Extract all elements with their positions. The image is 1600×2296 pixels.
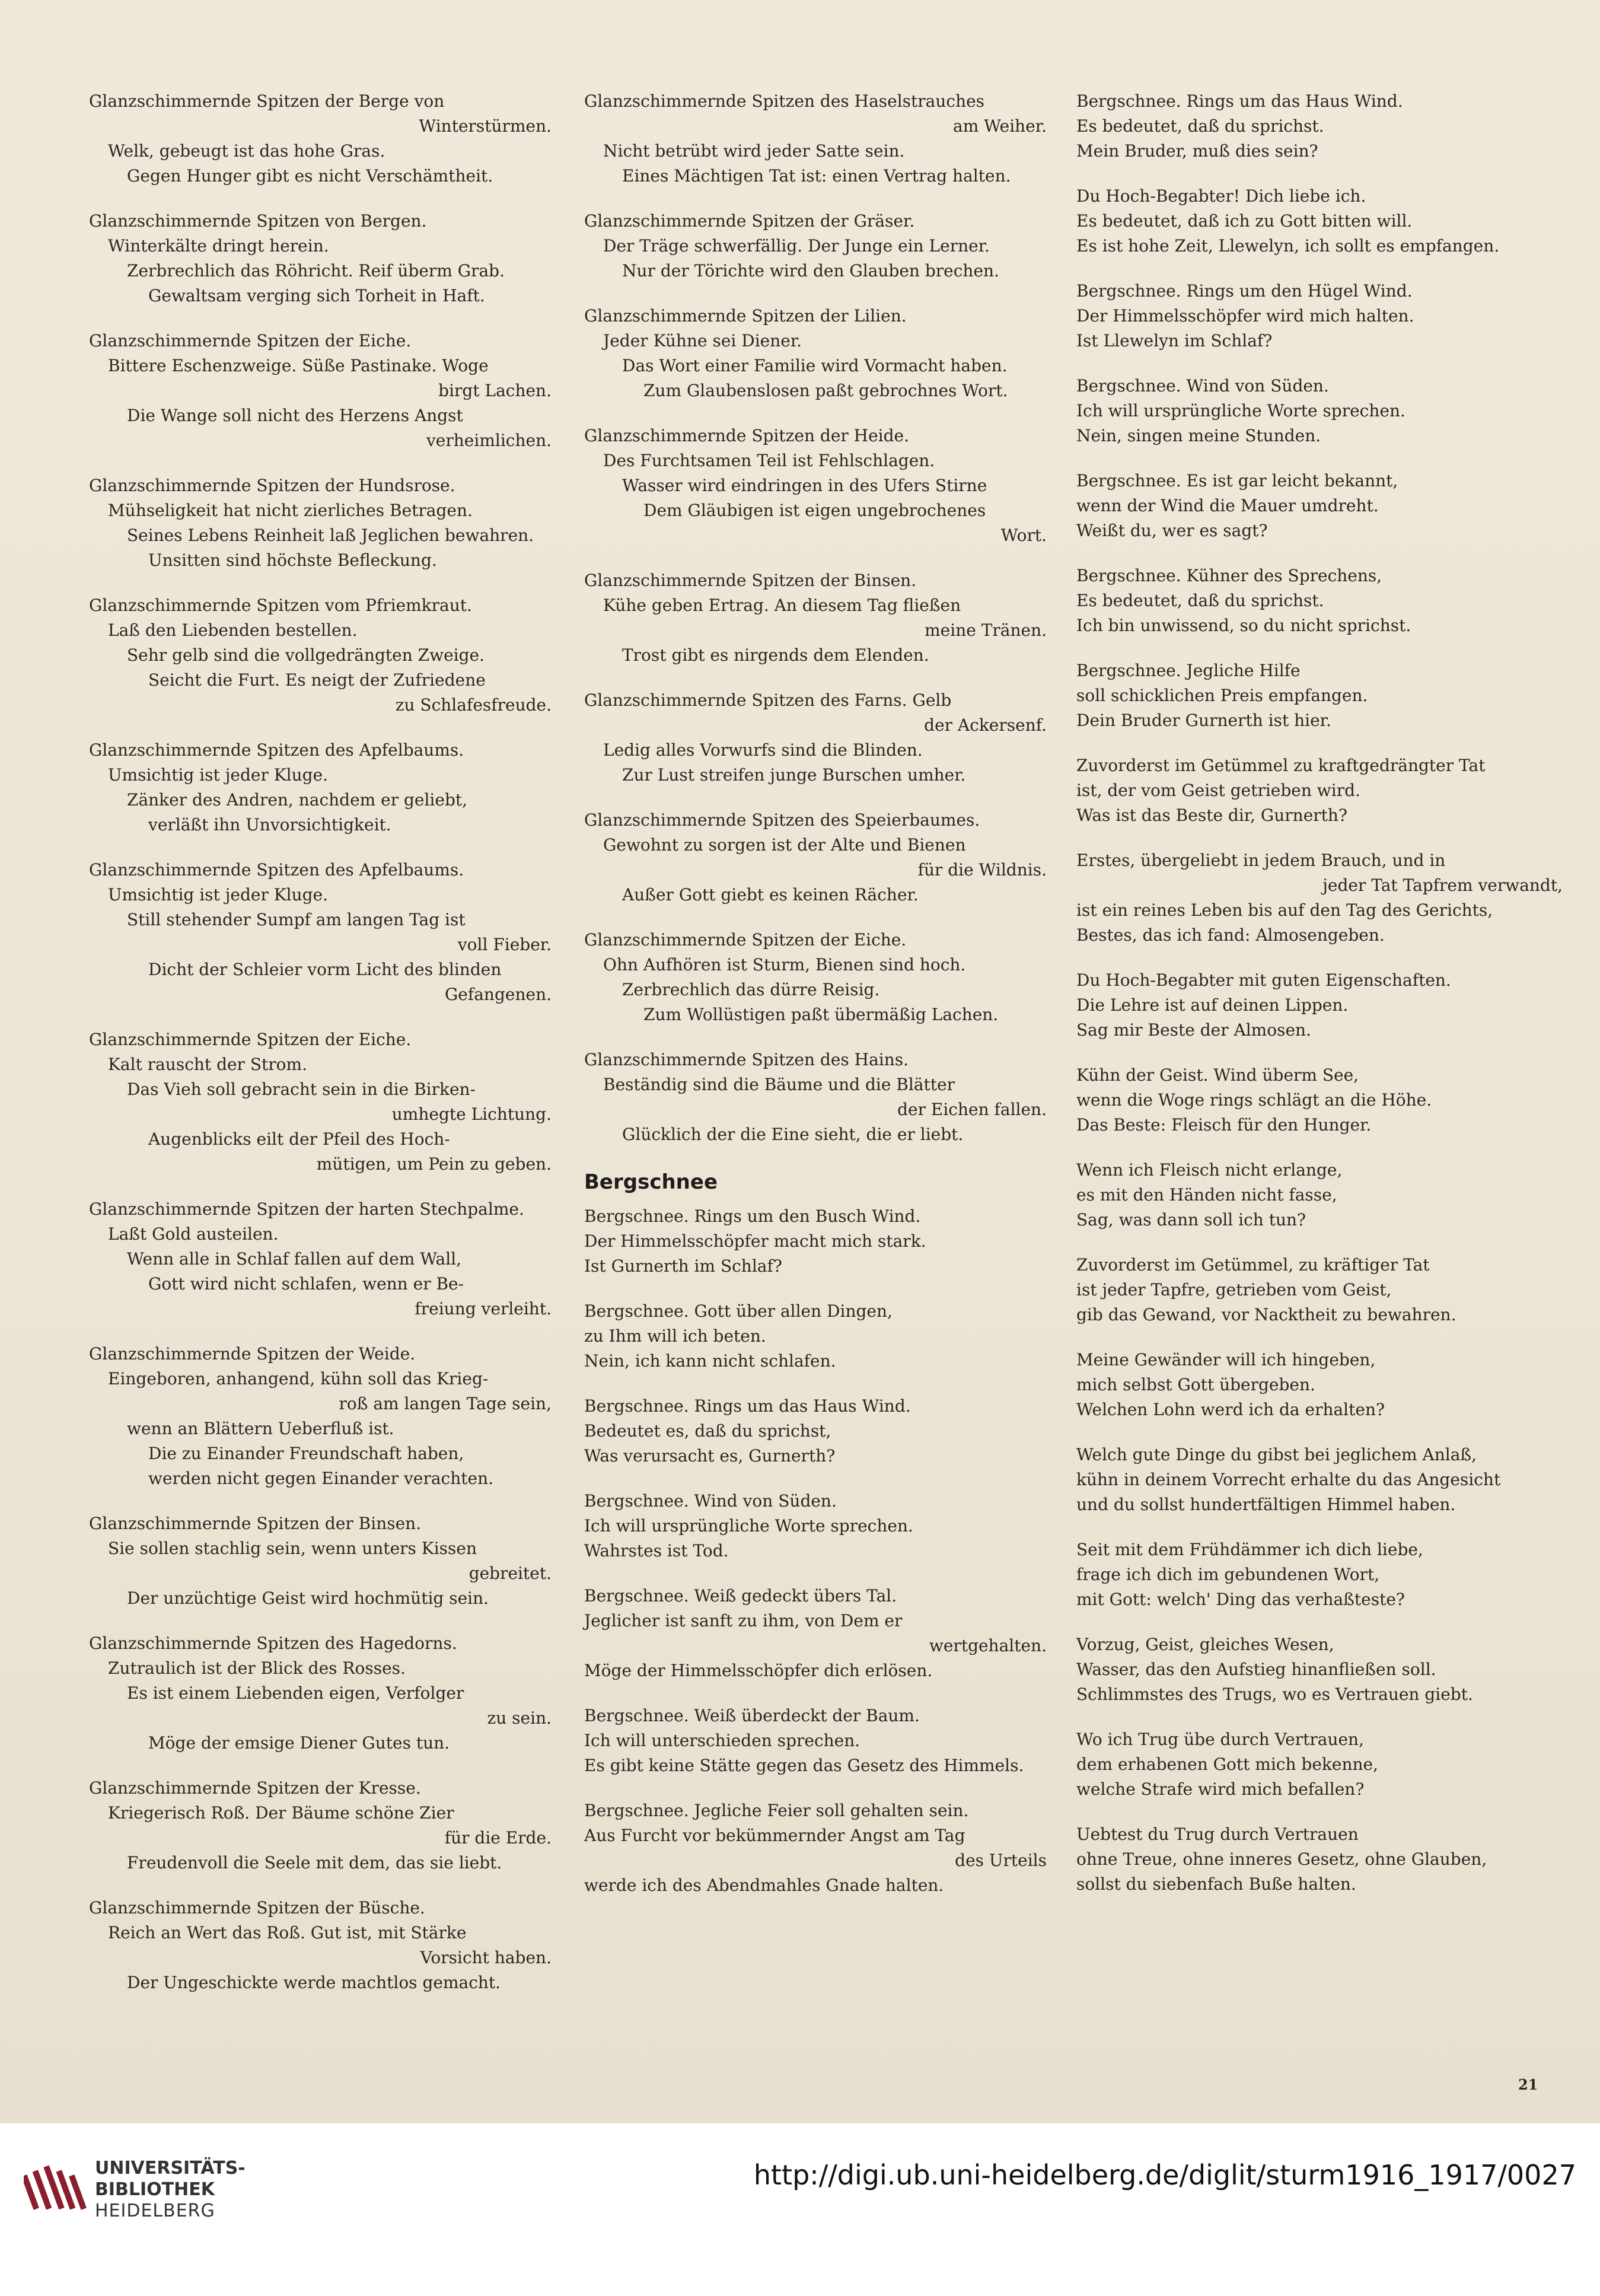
- stanza: [584, 89, 1047, 189]
- verse-line: Wasser, das den Aufstieg hinanfließen soll.: [1076, 1660, 1436, 1679]
- stanza: [584, 1299, 1047, 1374]
- verse-line: Ist Llewelyn im Schlaf?: [1076, 331, 1273, 351]
- verse-line: Trost gibt es nirgends dem Elenden.: [622, 645, 929, 665]
- verse-line: ohne Treue, ohne inneres Gesetz, ohne Glauben,: [1076, 1849, 1487, 1869]
- verse-line: dem erhabenen Gott mich bekenne,: [1076, 1754, 1378, 1774]
- verse-line: Außer Gott giebt es keinen Rächer.: [622, 885, 919, 905]
- column-middle: [584, 89, 1047, 1918]
- stanza: [584, 1584, 1047, 1683]
- verse-line: am Weiher.: [953, 116, 1047, 136]
- verse-line: Wenn alle in Schlaf fallen auf dem Wall,: [127, 1249, 462, 1269]
- verse-line: Möge der emsige Diener Gutes tun.: [148, 1733, 450, 1753]
- verse-line: welche Strafe wird mich befallen?: [1076, 1779, 1365, 1799]
- verse-line: Welch gute Dinge du gibst bei jeglichem Anlaß,: [1076, 1445, 1477, 1464]
- stanza: [584, 568, 1047, 668]
- verse-line: Du Hoch-Begabter mit guten Eigenschaften.: [1076, 970, 1451, 990]
- verse-line: Der Ungeschickte werde machtlos gemacht.: [127, 1973, 501, 1992]
- verse-line: ist ein reines Leben bis auf den Tag des Gerichts,: [1076, 900, 1493, 920]
- verse-line: Umsichtig ist jeder Kluge.: [108, 765, 329, 785]
- verse-line: zu Ihm will ich beten.: [584, 1326, 766, 1346]
- verse-line: Des Furchtsamen Teil ist Fehlschlagen.: [603, 451, 935, 470]
- verse-line: Bergschnee. Rings um das Haus Wind.: [1076, 91, 1403, 111]
- verse-line: Wenn ich Fleisch nicht erlange,: [1076, 1160, 1343, 1180]
- stanza: [584, 808, 1047, 907]
- verse-line: Der Träge schwerfällig. Der Junge ein Lerner.: [603, 236, 990, 256]
- verse-line: Gegen Hunger gibt es nicht Verschämtheit.: [127, 166, 493, 186]
- verse-line: meine Tränen.: [925, 620, 1047, 640]
- verse-line: Freudenvoll die Seele mit dem, das sie liebt.: [127, 1853, 502, 1873]
- library-logo-icon: [24, 2157, 89, 2222]
- stanza: [89, 1511, 552, 1611]
- verse-line: Seit mit dem Frühdämmer ich dich liebe,: [1076, 1540, 1423, 1559]
- verse-line: Zerbrechlich das Röhricht. Reif überm Grab.: [127, 261, 505, 281]
- verse-line: Welchen Lohn werd ich da erhalten?: [1076, 1400, 1385, 1419]
- verse-line: Nicht betrübt wird jeder Satte sein.: [603, 141, 905, 161]
- verse-line: Bestes, das ich fand: Almosengeben.: [1076, 925, 1385, 945]
- stanza: [1076, 1537, 1563, 1612]
- stanza: [1076, 1727, 1563, 1802]
- verse-line: Gott wird nicht schlafen, wenn er Be-: [148, 1274, 464, 1294]
- stanza: [584, 1798, 1047, 1898]
- stanza: [584, 928, 1047, 1027]
- verse-line: Glanzschimmernde Spitzen der Binsen.: [584, 571, 917, 590]
- stanza: [584, 1204, 1047, 1279]
- verse-line: Bergschnee. Rings um den Busch Wind.: [584, 1206, 921, 1226]
- verse-line: Welk, gebeugt ist das hohe Gras.: [108, 141, 385, 161]
- verse-line: Weißt du, wer es sagt?: [1076, 521, 1268, 540]
- verse-line: Glanzschimmernde Spitzen der Eiche.: [584, 930, 907, 950]
- stanza: [1076, 563, 1563, 638]
- section-heading: Bergschnee: [584, 1170, 718, 1194]
- verse-line: der Eichen fallen.: [897, 1100, 1047, 1119]
- library-name-line-3: HEIDELBERG: [95, 2201, 215, 2221]
- verse-line: Wo ich Trug übe durch Vertrauen,: [1076, 1730, 1364, 1749]
- verse-line: Glanzschimmernde Spitzen der Hundsrose.: [89, 476, 455, 495]
- verse-line: Glanzschimmernde Spitzen des Apfelbaums.: [89, 860, 464, 880]
- verse-line: mütigen, um Pein zu geben.: [316, 1154, 552, 1174]
- verse-line: Gewohnt zu sorgen ist der Alte und Bienen: [603, 835, 966, 855]
- verse-line: Jeder Kühne sei Diener.: [603, 331, 802, 351]
- verse-line: Glanzschimmernde Spitzen der harten Stechpalme.: [89, 1199, 524, 1219]
- verse-line: Das Wort einer Familie wird Vormacht haben.: [622, 356, 1008, 375]
- verse-line: Zum Glaubenslosen paßt gebrochnes Wort.: [643, 381, 1008, 400]
- verse-line: Winterkälte dringt herein.: [108, 236, 329, 256]
- verse-line: wertgehalten.: [929, 1636, 1047, 1655]
- verse-line: Sag, was dann soll ich tun?: [1076, 1210, 1306, 1230]
- column-left: [89, 89, 552, 2015]
- verse-line: gebreitet.: [468, 1563, 552, 1583]
- verse-line: Bergschnee. Weiß überdeckt der Baum.: [584, 1706, 920, 1725]
- verse-line: ist, der vom Geist getrieben wird.: [1076, 781, 1360, 800]
- verse-line: für die Wildnis.: [917, 860, 1047, 880]
- verse-line: mit Gott: welch' Ding das verhaßteste?: [1076, 1590, 1405, 1609]
- verse-line: Nein, ich kann nicht schlafen.: [584, 1351, 836, 1371]
- verse-line: Uebtest du Trug durch Vertrauen: [1076, 1824, 1359, 1844]
- stanza: [1076, 89, 1563, 164]
- verse-line: Gefangenen.: [444, 985, 552, 1004]
- verse-line: Beständig sind die Bäume und die Blätter: [603, 1075, 955, 1094]
- verse-line: Glanzschimmernde Spitzen der Weide.: [89, 1344, 416, 1364]
- verse-line: Kühe geben Ertrag. An diesem Tag fließen: [603, 596, 961, 615]
- verse-line: Zuvorderst im Getümmel, zu kräftiger Tat: [1076, 1255, 1430, 1275]
- stanza: [1076, 279, 1563, 354]
- verse-line: Es gibt keine Stätte gegen das Gesetz des Himmels.: [584, 1756, 1024, 1775]
- verse-line: Dem Gläubigen ist eigen ungebrochenes: [643, 501, 986, 520]
- verse-line: es mit den Händen nicht fasse,: [1076, 1185, 1337, 1205]
- verse-line: Zur Lust streifen junge Burschen umher.: [622, 765, 966, 785]
- verse-line: Glücklich der die Eine sieht, die er liebt.: [622, 1125, 964, 1144]
- stanza: [1076, 968, 1563, 1043]
- verse-line: Mein Bruder, muß dies sein?: [1076, 141, 1318, 161]
- verse-line: werde ich des Abendmahles Gnade halten.: [584, 1875, 944, 1895]
- verse-line: Glanzschimmernde Spitzen der Lilien.: [584, 306, 907, 326]
- verse-line: Glanzschimmernde Spitzen des Haselstrauches: [584, 91, 985, 111]
- verse-line: Zum Wollüstigen paßt übermäßig Lachen.: [643, 1005, 999, 1024]
- verse-line: Der Himmelsschöpfer macht mich stark.: [584, 1231, 926, 1251]
- verse-line: ist jeder Tapfre, getrieben vom Geist,: [1076, 1280, 1392, 1300]
- stanza: [89, 209, 552, 308]
- verse-line: Glanzschimmernde Spitzen des Apfelbaums.: [89, 740, 464, 760]
- verse-line: Glanzschimmernde Spitzen vom Pfriemkraut.: [89, 596, 472, 615]
- verse-line: Es bedeutet, daß ich zu Gott bitten will.: [1076, 211, 1413, 231]
- stanza: [584, 1047, 1047, 1147]
- verse-line: verheimlichen.: [426, 431, 552, 450]
- stanza: [1076, 1158, 1563, 1233]
- verse-line: Es ist einem Liebenden eigen, Verfolger: [127, 1683, 464, 1703]
- verse-line: Dein Bruder Gurnerth ist hier.: [1076, 711, 1331, 730]
- verse-line: freiung verleiht.: [415, 1299, 552, 1319]
- verse-line: Glanzschimmernde Spitzen der Büsche.: [89, 1898, 425, 1918]
- verse-line: Bittere Eschenzweige. Süße Pastinake. Woge: [108, 356, 489, 375]
- stanza: [89, 1631, 552, 1756]
- verse-line: Sehr gelb sind die vollgedrängten Zweige.: [127, 645, 485, 665]
- verse-line: Ich will ursprüngliche Worte sprechen.: [584, 1516, 913, 1536]
- verse-line: Glanzschimmernde Spitzen der Kresse.: [89, 1778, 421, 1798]
- stanza: [89, 1896, 552, 1995]
- stanza: [1076, 848, 1563, 948]
- verse-line: Wahrstes ist Tod.: [584, 1541, 729, 1561]
- verse-line: Kühn der Geist. Wind überm See,: [1076, 1065, 1359, 1085]
- verse-line: Das Beste: Fleisch für den Hunger.: [1076, 1115, 1372, 1135]
- verse-line: Glanzschimmernde Spitzen der Heide.: [584, 426, 910, 445]
- stanza: [584, 209, 1047, 284]
- verse-line: Laß den Liebenden bestellen.: [108, 620, 358, 640]
- verse-line: Laßt Gold austeilen.: [108, 1224, 279, 1244]
- verse-line: Kriegerisch Roß. Der Bäume schöne Zier: [108, 1803, 454, 1823]
- footer-bar: [0, 2123, 1600, 2296]
- verse-line: werden nicht gegen Einander verachten.: [148, 1469, 493, 1488]
- verse-line: Zerbrechlich das dürre Reisig.: [622, 980, 880, 999]
- stanza: [584, 1703, 1047, 1778]
- verse-line: Glanzschimmernde Spitzen des Speierbaumes.: [584, 810, 980, 830]
- verse-line: Vorsicht haben.: [420, 1948, 552, 1967]
- verse-line: Meine Gewänder will ich hingeben,: [1076, 1350, 1376, 1370]
- stanza: [89, 858, 552, 1007]
- stanza: [89, 738, 552, 837]
- verse-line: wenn an Blättern Ueberfluß ist.: [127, 1419, 394, 1438]
- verse-line: Wasser wird eindringen in des Ufers Stirne: [622, 476, 987, 495]
- verse-line: wenn die Woge rings schlägt an die Höhe.: [1076, 1090, 1432, 1110]
- verse-line: jeder Tat Tapfrem verwandt,: [1322, 875, 1563, 895]
- verse-line: Ich will unterschieden sprechen.: [584, 1731, 860, 1750]
- verse-line: Nur der Törichte wird den Glauben brechen.: [622, 261, 999, 281]
- verse-line: Vorzug, Geist, gleiches Wesen,: [1076, 1635, 1334, 1654]
- verse-line: Die zu Einander Freundschaft haben,: [148, 1444, 464, 1463]
- verse-line: Bergschnee. Weiß gedeckt übers Tal.: [584, 1586, 897, 1606]
- verse-line: Kalt rauscht der Strom.: [108, 1055, 307, 1074]
- stanza: [89, 1776, 552, 1875]
- verse-line: Bergschnee. Gott über allen Dingen,: [584, 1301, 893, 1321]
- stanza: [89, 89, 552, 189]
- verse-line: Bergschnee. Kühner des Sprechens,: [1076, 566, 1382, 585]
- verse-line: Das Vieh soll gebracht sein in die Birken-: [127, 1079, 476, 1099]
- verse-line: Bergschnee. Rings um das Haus Wind.: [584, 1396, 911, 1416]
- verse-line: Bergschnee. Rings um den Hügel Wind.: [1076, 281, 1413, 301]
- verse-line: Glanzschimmernde Spitzen des Hains.: [584, 1050, 909, 1069]
- verse-line: Bergschnee. Wind von Süden.: [584, 1491, 837, 1511]
- verse-line: Bergschnee. Jegliche Feier soll gehalten sein.: [584, 1801, 969, 1820]
- verse-line: Sag mir Beste der Almosen.: [1076, 1020, 1311, 1040]
- verse-line: Was verursacht es, Gurnerth?: [584, 1446, 836, 1466]
- permalink-url[interactable]: http://digi.ub.uni-heidelberg.de/diglit/sturm1916_1917/0027: [753, 2159, 1576, 2191]
- verse-line: Erstes, übergeliebt in jedem Brauch, und in: [1076, 851, 1446, 870]
- verse-line: für die Erde.: [444, 1828, 552, 1848]
- verse-line: Wort.: [1000, 526, 1047, 545]
- verse-line: voll Fieber.: [457, 935, 552, 954]
- verse-line: Glanzschimmernde Spitzen der Binsen.: [89, 1514, 422, 1533]
- verse-line: Reich an Wert das Roß. Gut ist, mit Stärke: [108, 1923, 467, 1942]
- verse-line: Still stehender Sumpf am langen Tag ist: [127, 910, 466, 929]
- verse-line: Dicht der Schleier vorm Licht des blinden: [148, 960, 502, 979]
- verse-line: Eingeboren, anhangend, kühn soll das Krieg-: [108, 1369, 489, 1389]
- stanza: [584, 423, 1047, 548]
- stanza: [584, 1394, 1047, 1469]
- verse-line: Zutraulich ist der Blick des Rosses.: [108, 1658, 406, 1678]
- verse-line: Zänker des Andren, nachdem er geliebt,: [127, 790, 468, 810]
- verse-line: Die Wange soll nicht des Herzens Angst: [127, 406, 463, 425]
- verse-line: Winterstürmen.: [419, 116, 552, 136]
- stanza: [584, 1489, 1047, 1563]
- verse-line: Glanzschimmernde Spitzen der Berge von: [89, 91, 445, 111]
- stanza: [89, 1027, 552, 1177]
- verse-line: wenn der Wind die Mauer umdreht.: [1076, 496, 1379, 515]
- verse-line: Aus Furcht vor bekümmernder Angst am Tag: [584, 1826, 965, 1845]
- verse-line: Es ist hohe Zeit, Llewelyn, ich sollt es empfangen.: [1076, 236, 1500, 256]
- verse-line: umhegte Lichtung.: [391, 1104, 552, 1124]
- stanza: [584, 688, 1047, 788]
- verse-line: Gewaltsam verging sich Torheit in Haft.: [148, 286, 485, 305]
- verse-line: Glanzschimmernde Spitzen des Farns. Gelb: [584, 690, 952, 710]
- verse-line: Der Himmelsschöpfer wird mich halten.: [1076, 306, 1414, 326]
- verse-line: Jeglicher ist sanft zu ihm, von Dem er: [584, 1611, 903, 1631]
- verse-line: Es bedeutet, daß du sprichst.: [1076, 116, 1324, 136]
- verse-line: und du sollst hundertfältigen Himmel haben.: [1076, 1495, 1456, 1514]
- verse-line: Glanzschimmernde Spitzen der Eiche.: [89, 1030, 412, 1049]
- stanza: [1076, 1063, 1563, 1138]
- stanza: [1076, 753, 1563, 828]
- verse-line: Schlimmstes des Trugs, wo es Vertrauen giebt.: [1076, 1684, 1473, 1704]
- verse-line: Bergschnee. Es ist gar leicht bekannt,: [1076, 471, 1398, 491]
- verse-line: mich selbst Gott übergeben.: [1076, 1375, 1315, 1394]
- page-number: 21: [1518, 2076, 1538, 2093]
- stanza: [1076, 1253, 1563, 1327]
- stanza: [89, 1197, 552, 1321]
- verse-line: Nein, singen meine Stunden.: [1076, 426, 1321, 445]
- verse-line: Umsichtig ist jeder Kluge.: [108, 885, 329, 905]
- verse-line: gib das Gewand, vor Nacktheit zu bewahren.: [1076, 1305, 1456, 1324]
- verse-line: Glanzschimmernde Spitzen des Hagedorns.: [89, 1633, 457, 1653]
- verse-line: Glanzschimmernde Spitzen der Eiche.: [89, 331, 412, 351]
- verse-line: soll schicklichen Preis empfangen.: [1076, 686, 1368, 705]
- stanza: [1076, 184, 1563, 259]
- verse-line: Seicht die Furt. Es neigt der Zufriedene: [148, 670, 486, 690]
- stanza: [89, 329, 552, 453]
- stanza: [1076, 1822, 1563, 1897]
- stanza: [1076, 1348, 1563, 1422]
- stanza: [1076, 1442, 1563, 1517]
- verse-line: Seines Lebens Reinheit laß Jeglichen bewahren.: [127, 526, 534, 545]
- verse-line: Der unzüchtige Geist wird hochmütig sein.: [127, 1588, 489, 1608]
- verse-line: Bergschnee. Jegliche Hilfe: [1076, 661, 1301, 680]
- verse-line: frage ich dich im gebundenen Wort,: [1076, 1565, 1380, 1584]
- stanza: [89, 1342, 552, 1491]
- stanza: [89, 593, 552, 718]
- verse-line: Unsitten sind höchste Befleckung.: [148, 550, 437, 570]
- verse-line: sollst du siebenfach Buße halten.: [1076, 1874, 1356, 1894]
- column-right: [1076, 89, 1563, 1917]
- verse-line: Möge der Himmelsschöpfer dich erlösen.: [584, 1661, 933, 1680]
- verse-line: Was ist das Beste dir, Gurnerth?: [1076, 805, 1347, 825]
- verse-line: Du Hoch-Begabter! Dich liebe ich.: [1076, 186, 1366, 206]
- verse-line: Die Lehre ist auf deinen Lippen.: [1076, 995, 1349, 1015]
- stanza: [1076, 469, 1563, 543]
- verse-line: Ich bin unwissend, so du nicht sprichst.: [1076, 616, 1411, 635]
- verse-line: Mühseligkeit hat nicht zierliches Betragen.: [108, 501, 473, 520]
- verse-line: Es bedeutet, daß du sprichst.: [1076, 591, 1324, 610]
- verse-line: zu Schlafesfreude.: [395, 695, 552, 715]
- verse-line: Ledig alles Vorwurfs sind die Blinden.: [603, 740, 923, 760]
- verse-line: verläßt ihn Unvorsichtigkeit.: [148, 815, 391, 835]
- stanza: [584, 304, 1047, 403]
- stanza: [1076, 658, 1563, 733]
- verse-line: kühn in deinem Vorrecht erhalte du das Angesicht: [1076, 1470, 1501, 1489]
- verse-line: Zuvorderst im Getümmel zu kraftgedrängter Tat: [1076, 756, 1486, 775]
- verse-line: Glanzschimmernde Spitzen der Gräser.: [584, 211, 915, 231]
- library-name-line-2: BIBLIOTHEK: [95, 2179, 215, 2200]
- verse-line: der Ackersenf.: [924, 715, 1047, 735]
- verse-line: birgt Lachen.: [438, 381, 552, 400]
- verse-line: Glanzschimmernde Spitzen von Bergen.: [89, 211, 427, 231]
- stanza: [1076, 374, 1563, 448]
- verse-line: Ohn Aufhören ist Sturm, Bienen sind hoch.: [603, 955, 966, 975]
- verse-line: Bedeutet es, daß du sprichst,: [584, 1421, 831, 1441]
- verse-line: Ich will ursprüngliche Worte sprechen.: [1076, 401, 1405, 421]
- verse-line: zu sein.: [487, 1708, 552, 1728]
- verse-line: Augenblicks eilt der Pfeil des Hoch-: [148, 1129, 450, 1149]
- verse-line: roß am langen Tage sein,: [339, 1394, 552, 1413]
- verse-line: des Urteils: [955, 1851, 1047, 1870]
- stanza: [89, 473, 552, 573]
- verse-line: Ist Gurnerth im Schlaf?: [584, 1256, 782, 1276]
- library-name-line-1: UNIVERSITÄTS-: [95, 2158, 246, 2179]
- verse-line: Eines Mächtigen Tat ist: einen Vertrag halten.: [622, 166, 1011, 186]
- stanza: [1076, 1632, 1563, 1707]
- verse-line: Sie sollen stachlig sein, wenn unters Kissen: [108, 1539, 477, 1558]
- verse-line: Bergschnee. Wind von Süden.: [1076, 376, 1329, 396]
